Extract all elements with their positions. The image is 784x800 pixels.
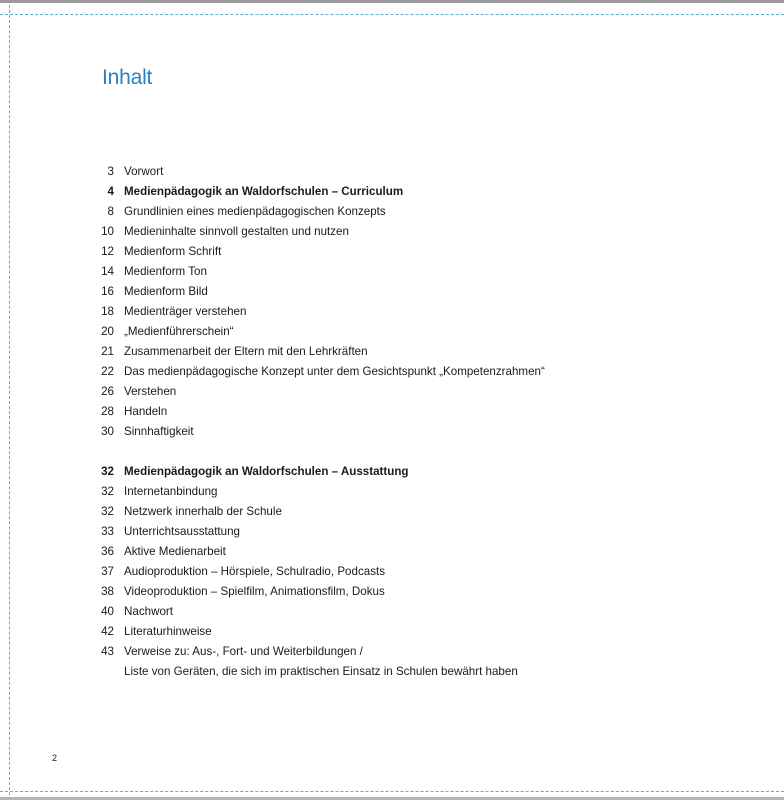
toc-entry bbox=[0, 422, 700, 442]
toc-page-number: 12 bbox=[101, 245, 114, 258]
toc-entry-title: Verweise zu: Aus-, Fort- und Weiterbildungen / bbox=[124, 645, 363, 658]
toc-entry-title: Nachwort bbox=[124, 605, 173, 618]
toc-page-number: 38 bbox=[101, 585, 114, 598]
toc-entry-title: Netzwerk innerhalb der Schule bbox=[124, 505, 282, 518]
toc-entry bbox=[0, 622, 700, 642]
toc-entry bbox=[0, 582, 700, 602]
toc-entry-title: Verstehen bbox=[124, 385, 177, 398]
toc-entry bbox=[0, 502, 700, 522]
toc-page-number: 32 bbox=[101, 505, 114, 518]
toc-entry bbox=[0, 322, 700, 342]
page-number: 2 bbox=[52, 753, 58, 763]
toc-page-number: 4 bbox=[107, 185, 114, 198]
toc-entry-title: Medienpädagogik an Waldorfschulen – Curriculum bbox=[124, 185, 404, 198]
toc-page-number: 32 bbox=[101, 465, 114, 478]
toc-entry bbox=[0, 242, 700, 262]
toc-page-number: 30 bbox=[101, 425, 114, 438]
toc-page-number: 8 bbox=[107, 205, 114, 218]
toc-page-number: 10 bbox=[101, 225, 114, 238]
toc-entry bbox=[0, 362, 700, 382]
toc-entry bbox=[0, 342, 700, 362]
toc-entry-title: Sinnhaftigkeit bbox=[124, 425, 194, 438]
toc-page-number: 33 bbox=[101, 525, 114, 538]
toc-entry bbox=[0, 642, 700, 662]
toc-entry bbox=[0, 522, 700, 542]
toc-page-number: 14 bbox=[101, 265, 114, 278]
toc-page-number: 20 bbox=[101, 325, 114, 338]
toc-entry bbox=[0, 662, 700, 682]
toc-entry bbox=[0, 282, 700, 302]
toc-entry-title: Literaturhinweise bbox=[124, 625, 212, 638]
toc-entry-title: Audioproduktion – Hörspiele, Schulradio, Podcasts bbox=[124, 565, 386, 578]
toc-entry-title: Aktive Medienarbeit bbox=[124, 545, 226, 558]
toc-entry bbox=[0, 402, 700, 422]
toc-page-number: 32 bbox=[101, 485, 114, 498]
toc-entry-title: Medienform Schrift bbox=[124, 245, 222, 258]
toc-entry-title: Unterrichtsausstattung bbox=[124, 525, 240, 538]
toc-page-number: 16 bbox=[101, 285, 114, 298]
toc-entry-title: Liste von Geräten, die sich im praktischen Einsatz in Schulen bewährt haben bbox=[124, 665, 518, 678]
toc-page-number: 36 bbox=[101, 545, 114, 558]
toc-page-number: 42 bbox=[101, 625, 114, 638]
toc-entry-title: Grundlinien eines medienpädagogischen Konzepts bbox=[124, 205, 386, 218]
guide-line-bottom bbox=[0, 791, 784, 792]
toc-page-number: 22 bbox=[101, 365, 114, 378]
toc-page-number: 37 bbox=[101, 565, 114, 578]
toc-entry-title: Das medienpädagogische Konzept unter dem Gesichtspunkt „Kompetenzrahmen“ bbox=[124, 365, 545, 378]
toc-section-heading bbox=[0, 462, 700, 482]
toc-entry bbox=[0, 262, 700, 282]
toc-entry bbox=[0, 562, 700, 582]
toc-entry-title: Medieninhalte sinnvoll gestalten und nutzen bbox=[124, 225, 349, 238]
toc-page-number: 18 bbox=[101, 305, 114, 318]
toc-page-number: 43 bbox=[101, 645, 114, 658]
toc-entry-title: Videoproduktion – Spielfilm, Animationsfilm, Dokus bbox=[124, 585, 385, 598]
toc-page-number: 26 bbox=[101, 385, 114, 398]
toc-entry-title: Zusammenarbeit der Eltern mit den Lehrkräften bbox=[124, 345, 368, 358]
toc-entry bbox=[0, 542, 700, 562]
toc-entry-title: Medienform Bild bbox=[124, 285, 208, 298]
toc-entry-title: Internetanbindung bbox=[124, 485, 218, 498]
toc-entry bbox=[0, 602, 700, 622]
toc-entry-title: Vorwort bbox=[124, 165, 164, 178]
toc-entry bbox=[0, 222, 700, 242]
toc-entry-title: Medienpädagogik an Waldorfschulen – Ausstattung bbox=[124, 465, 409, 478]
toc-entry bbox=[0, 162, 700, 182]
toc-page-number: 28 bbox=[101, 405, 114, 418]
toc-entry bbox=[0, 302, 700, 322]
toc-entry bbox=[0, 202, 700, 222]
top-edge-bar bbox=[0, 0, 784, 3]
toc-page-number: 3 bbox=[107, 165, 114, 178]
toc-page-number: 21 bbox=[101, 345, 114, 358]
toc-entry-title: Medienform Ton bbox=[124, 265, 207, 278]
toc-section-heading bbox=[0, 182, 700, 202]
toc-entry-title: „Medienführerschein“ bbox=[124, 325, 234, 338]
toc-entry bbox=[0, 382, 700, 402]
page-title: Inhalt bbox=[102, 66, 153, 89]
guide-line-top bbox=[0, 14, 784, 15]
toc-entry-title: Medienträger verstehen bbox=[124, 305, 247, 318]
toc-entry-title: Handeln bbox=[124, 405, 168, 418]
toc-entry bbox=[0, 482, 700, 502]
toc-page-number: 40 bbox=[101, 605, 114, 618]
